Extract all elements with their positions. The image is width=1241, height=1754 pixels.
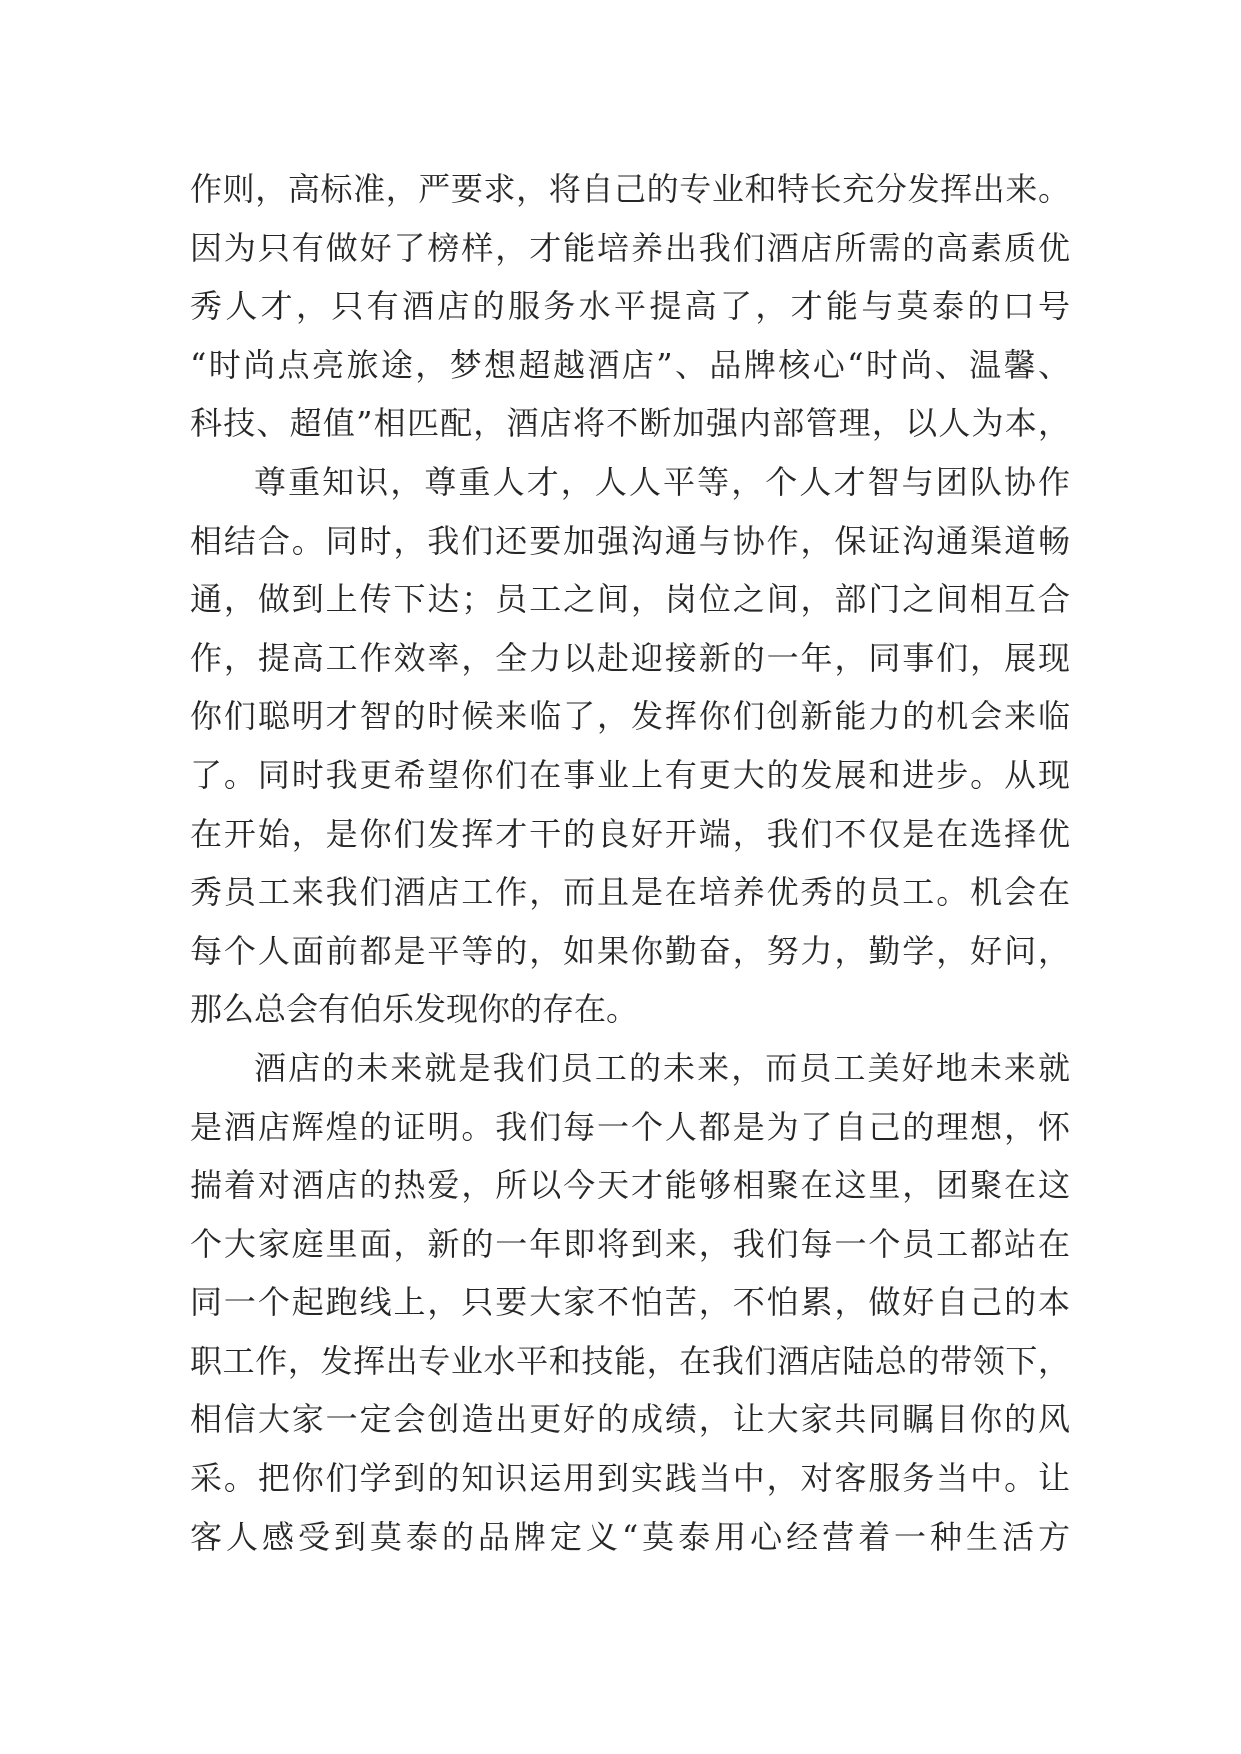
text-line: 作则，高标准，严要求，将自己的专业和特长充分发挥出来。 xyxy=(190,170,1070,208)
text-line: 科技、超值”相匹配，酒店将不断加强内部管理，以人为本， xyxy=(190,404,1070,443)
text-line: 职工作，发挥出专业水平和技能，在我们酒店陆总的带领下， xyxy=(190,1341,1070,1380)
text-line: 个大家庭里面，新的一年即将到来，我们每一个员工都站在 xyxy=(190,1224,1070,1263)
paragraph-first-line: 尊重知识，尊重人才，人人平等，个人才智与团队协作 xyxy=(254,462,1070,501)
text-line: 秀人才，只有酒店的服务水平提高了，才能与莫泰的口号 xyxy=(190,287,1070,326)
paragraph-first-line: 酒店的未来就是我们员工的未来，而员工美好地未来就 xyxy=(254,1048,1070,1087)
text-line: 采。把你们学到的知识运用到实践当中，对客服务当中。让 xyxy=(190,1459,1070,1498)
text-line: 因为只有做好了榜样，才能培养出我们酒店所需的高素质优 xyxy=(190,228,1070,267)
text-line: 是酒店辉煌的证明。我们每一个人都是为了自己的理想，怀 xyxy=(190,1107,1070,1146)
text-line: 了。同时我更希望你们在事业上有更大的发展和进步。从现 xyxy=(190,755,1070,794)
text-line: 每个人面前都是平等的，如果你勤奋，努力，勤学，好问， xyxy=(190,931,1070,970)
text-line: 相信大家一定会创造出更好的成绩，让大家共同瞩目你的风 xyxy=(190,1400,1070,1439)
text-line: 秀员工来我们酒店工作，而且是在培养优秀的员工。机会在 xyxy=(190,873,1070,912)
text-line: 同一个起跑线上，只要大家不怕苦，不怕累，做好自己的本 xyxy=(190,1283,1070,1322)
text-line: 你们聪明才智的时候来临了，发挥你们创新能力的机会来临 xyxy=(190,697,1070,736)
text-line: 相结合。同时，我们还要加强沟通与协作，保证沟通渠道畅 xyxy=(190,521,1070,560)
text-line: 那么总会有伯乐发现你的存在。 xyxy=(190,990,639,1029)
text-line: “时尚点亮旅途，梦想超越酒店”、品牌核心“时尚、温馨、 xyxy=(190,345,1070,384)
text-line: 通，做到上传下达；员工之间，岗位之间，部门之间相互合 xyxy=(190,580,1070,619)
text-line: 揣着对酒店的热爱，所以今天才能够相聚在这里，团聚在这 xyxy=(190,1166,1070,1205)
body-text xyxy=(190,160,1070,1566)
text-line: 客人感受到莫泰的品牌定义“莫泰用心经营着一种生活方 xyxy=(190,1517,1070,1556)
text-line: 作，提高工作效率，全力以赴迎接新的一年，同事们，展现 xyxy=(190,638,1070,677)
text-line: 在开始，是你们发挥才干的良好开端，我们不仅是在选择优 xyxy=(190,814,1070,853)
